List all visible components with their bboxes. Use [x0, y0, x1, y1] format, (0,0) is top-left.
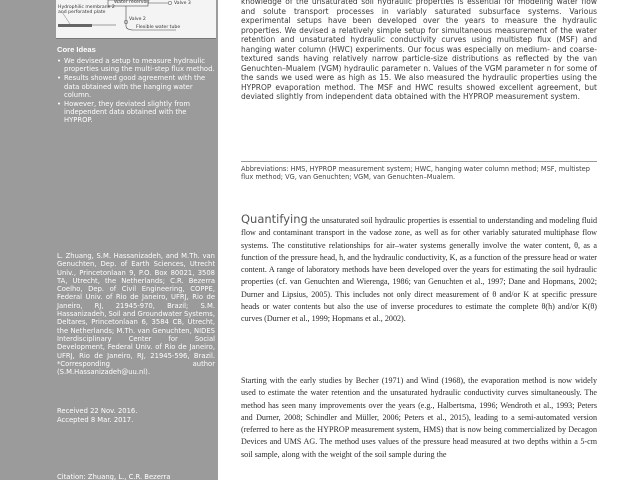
body-paragraph-1-text: the unsaturated soil hydraulic properties is essential to understanding and modeling fluid flow and contaminant transport in the vadose zone, as well as for other variably saturated multiphase flow systems. The constitutive relationships for air–water systems generally involve the water content, θ, as a function of the pressure head, h, and the hydraulic conductivity, K, as a function of the pressure head or water content. A range of laboratory methods have been developed over the years for estimating the soil hydraulic properties (cf. van Genuchten and Wierenga, 1986; van Genuchten et al., 1997; Dane and Hopmans, 2002; Durner and Lipsius, 2005). This includes not only direct measurement of θ and/or K at specific pressure heads or water contents but also the use of inverse procedures to estimate the complete θ(h) and/or K(θ) curves (Durner et al., 1999; Hopmans et al., 2002). [241, 216, 597, 323]
diagram-label-membrane: Hydrophilic membrane 2 and perforated plate [58, 5, 115, 16]
citation-text: Citation: Zhuang, L., C.R. Bezerra [57, 473, 171, 481]
diagram-label-valve3: Valve 3 [174, 1, 191, 6]
diagram-label-valve2: Valve 2 [129, 17, 146, 22]
accepted-date: Accepted 8 Mar. 2017. [57, 415, 134, 424]
sidebar [0, 0, 218, 480]
core-ideas-title: Core Ideas [57, 45, 96, 54]
valve3-shape [168, 1, 172, 5]
perforated-plate-shape [58, 24, 92, 27]
diagram-label-tube: Flexible water tube [136, 25, 181, 30]
core-idea-item: • We devised a setup to measure hydraulic properties using the multi-step flux method. [57, 57, 217, 73]
diagram-label-reservoir: Water reservoir [114, 0, 150, 5]
author-affiliations: L. Zhuang, S.M. Hassanizadeh, and M.Th. van Genuchten, Dep. of Earth Sciences, Utrecht Univ., Princetonlaan 9, P.O. Box 80021, 3508 TA, Utrecht, the Netherlands; C.R. Bezerra Coelho, Dep. of Civil Engineering, COPPE, Federal Univ. of Rio de Janeiro, UFRJ, Rio de Janeiro, RJ, 21945-970, Brazil; S.M. Hassanizadeh, Soil and Groundwater Systems, Deltares, Princetonlaan 6, 3584 CB, Utrecht, the Netherlands; M.Th. van Genuchten, NIDES Interdisciplinary Center for Social Development, Federal Univ. of Rio de Janeiro, UFRJ, Rio de Janeiro, RJ, 21945-596, Brazil. *Corresponding author (S.M.Hassanizadeh@uu.nl). [57, 252, 215, 377]
received-date: Received 22 Nov. 2016. [57, 407, 138, 415]
article-dates [57, 407, 137, 424]
body-paragraph-1 [241, 213, 597, 325]
dropcap-word: Quantifying [241, 212, 308, 226]
core-idea-item: • However, they deviated slightly from independent data obtained with the HYPROP. [57, 100, 217, 125]
core-ideas-list [57, 57, 217, 126]
setup-diagram [56, 0, 216, 39]
abstract-text: knowledge of the unsaturated soil hydraulic properties is essential for modeling water flow and solute transport processes in variably saturated subsurface systems. Various experimental setups have been developed over the years to measure the hydraulic properties. We devised a relatively simple setup for simultaneous measurement of the water retention and unsaturated hydraulic conductivity curves using multistep flux (MSF) and hanging water column (HWC) experiments. Our focus was especially on medium- and coarse-textured sands having relatively narrow particle-size distributions as reflected by the van Genuchten–Mualem (VGM) hydraulic parameter n. Values of the VGM parameter n for some of the sands we used were as high as 15. We also measured the hydraulic properties using the HYPROP evaporation method. The MSF and HWC results showed excellent agreement, but deviated slightly from independent data obtained with the HYPROP measurement system. [241, 0, 597, 102]
core-idea-item: • Results showed good agreement with the data obtained with the hanging water column. [57, 74, 217, 99]
abbreviations-text: Abbreviations: HMS, HYPROP measurement system; HWC, hanging water column method; MSF, multistep flux method; VG, van Genuchten; VGM, van Genuchten–Mualem. [241, 161, 597, 182]
body-paragraph-2: Starting with the early studies by Becher (1971) and Wind (1968), the evaporation method is now widely used to estimate the water retention and the unsaturated hydraulic conductivity curves simultaneously. The method has seen many improvements over the years (e.g., Halbertsma, 1996; Wendroth et al., 1993; Peters and Durner, 2008; Schindler and Müller, 2006; Peters et al., 2015), leading to a semi-automated version (referred to here as the HYPROP measurement system, HMS) that is now being commercialized by Decagon Devices and UMS AG. The method uses values of the pressure head measured at two depths within a 5-cm soil sample, along with the weight of the soil sample during the [241, 376, 597, 459]
